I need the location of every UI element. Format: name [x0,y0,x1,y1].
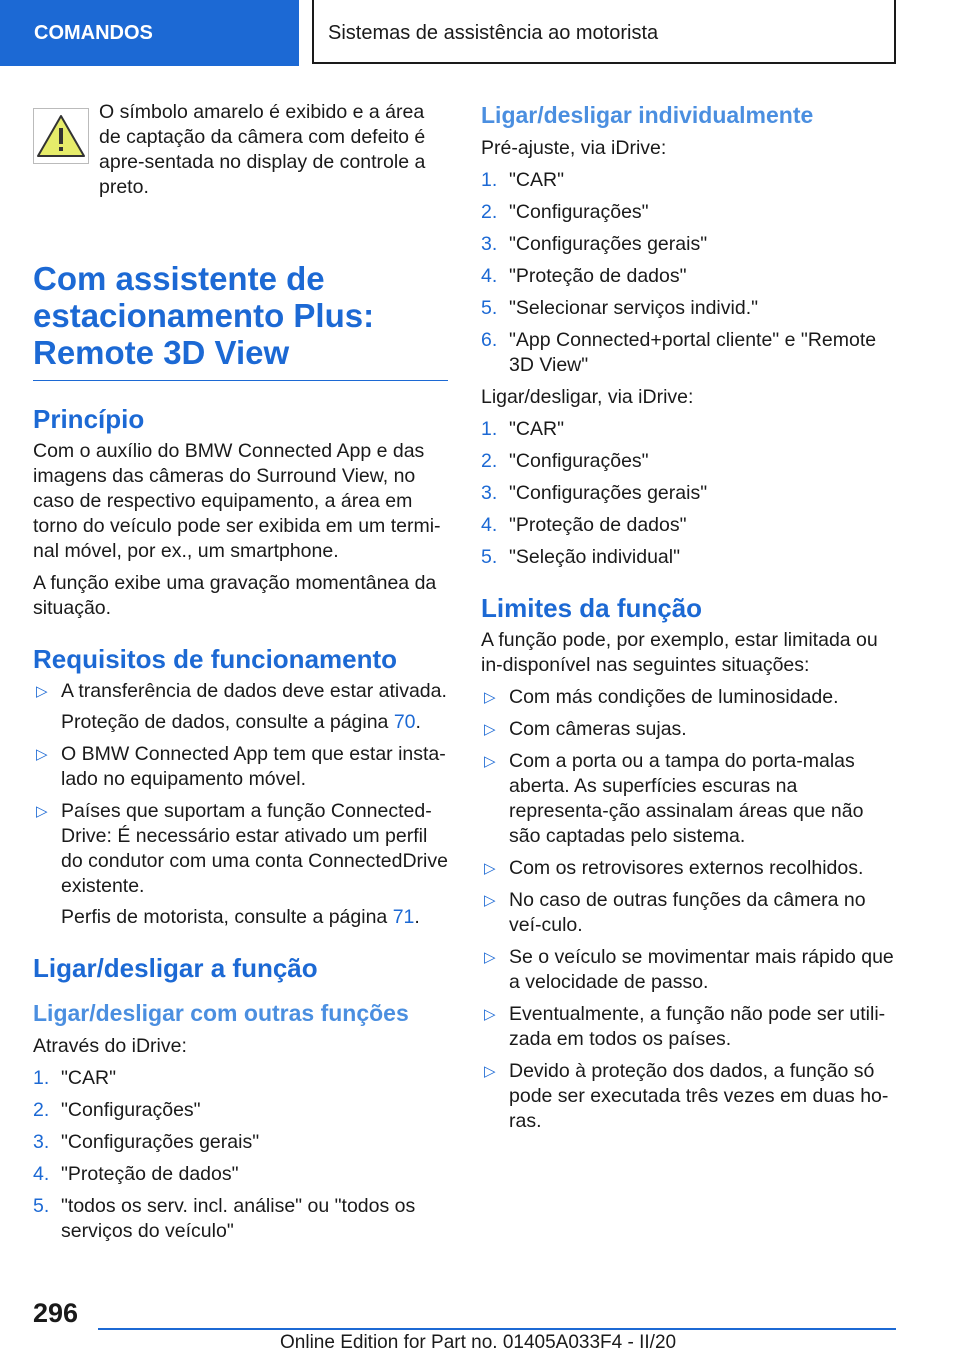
individual-steps-2 [481,417,896,570]
step-text: "Selecionar serviços individ." [509,297,759,319]
triangle-bullet-icon: ▷ [36,803,48,820]
limit-text: Com más condições de luminosidade. [509,686,839,708]
triangle-bullet-icon: ▷ [484,1063,496,1080]
triangle-bullet-icon: ▷ [36,683,48,700]
step-text: "Seleção individual" [509,546,681,568]
cross-reference: Perfis de motorista, consulte a página 71. [61,906,420,928]
triangle-bullet-icon: ▷ [484,689,496,706]
step-number: 2. [481,201,498,223]
principle-paragraph-2: A função exibe uma gravação momentânea da situação. [33,572,437,619]
triangle-bullet-icon: ▷ [484,860,496,877]
list-item [481,545,896,570]
warning-triangle-icon [33,108,89,164]
section-title: Com assistente de estacionamento Plus: Remote 3D View [33,260,448,381]
toggle-steps [33,1066,448,1244]
toggle-subheading: Ligar/desligar com outras funções [33,1000,409,1026]
page-number: 296 [33,1298,79,1328]
page-header [0,0,960,66]
list-item [481,232,896,257]
step-number: 2. [33,1099,50,1121]
requirements-list [33,679,448,930]
triangle-bullet-icon: ▷ [484,892,496,909]
triangle-bullet-icon: ▷ [484,721,496,738]
list-item [481,1059,896,1134]
triangle-bullet-icon: ▷ [484,949,496,966]
limit-text: Devido à proteção dos dados, a função só pode ser executada três vezes em duas ho-ras. [509,1060,889,1132]
step-number: 1. [481,418,498,440]
step-text: "Configurações gerais" [509,233,708,255]
section-tab: COMANDOS [0,0,299,66]
individual-intro-2: Ligar/desligar, via iDrive: [481,386,694,408]
page-link[interactable]: 70 [393,711,416,733]
triangle-bullet-icon: ▷ [36,746,48,763]
step-number: 3. [481,482,498,504]
list-item [481,168,896,193]
requirement-text: Países que suportam a função Connected-Drive: É necessário estar ativado um perfil do condutor com uma conta ConnectedDrive existente. [61,800,448,897]
footer-divider [98,1328,896,1330]
limit-text: Com os retrovisores externos recolhidos. [509,857,864,879]
cross-reference: Proteção de dados, consulte a página 70. [61,711,421,733]
step-text: "CAR" [509,418,565,440]
limits-list [481,685,896,1134]
individual-steps [481,168,896,378]
step-text: "Configurações" [509,450,649,472]
footer-edition: Online Edition for Part no. 01405A033F4 - II/20 [280,1332,677,1353]
step-text: "CAR" [509,169,565,191]
step-text: "Configurações" [61,1099,201,1121]
principle-heading: Princípio [33,404,145,434]
list-item [481,264,896,289]
list-item [33,1066,448,1091]
list-item [33,1194,448,1244]
list-item [481,513,896,538]
list-item [481,856,896,881]
list-item [33,742,448,792]
step-text: "Configurações gerais" [509,482,708,504]
step-text: "App Connected+portal cliente" e "Remote 3D View" [509,329,877,376]
triangle-bullet-icon: ▷ [484,1006,496,1023]
list-item [481,328,896,378]
step-number: 3. [33,1131,50,1153]
step-number: 5. [33,1195,50,1217]
step-number: 5. [481,297,498,319]
step-text: "Proteção de dados" [509,514,687,536]
toggle-intro: Através do iDrive: [33,1035,187,1057]
list-item [481,1002,896,1052]
limit-text: Eventualmente, a função não pode ser utili-zada em todos os países. [509,1003,886,1050]
list-item [33,799,448,930]
list-item [33,679,448,735]
list-item [481,296,896,321]
requirements-heading: Requisitos de funcionamento [33,644,398,674]
step-text: "Configurações" [509,201,649,223]
list-item [33,1130,448,1155]
list-item [481,417,896,442]
step-number: 6. [481,329,498,351]
step-number: 4. [481,265,498,287]
chapter-title: Sistemas de assistência ao motorista [312,0,896,64]
step-text: "todos os serv. incl. análise" ou "todos os serviços do veículo" [61,1195,416,1242]
list-item [481,685,896,710]
step-number: 1. [33,1067,50,1089]
requirement-text: A transferência de dados deve estar ativada. [61,680,447,702]
step-text: "Configurações gerais" [61,1131,260,1153]
triangle-bullet-icon: ▷ [484,753,496,770]
list-item [33,1162,448,1187]
step-text: "Proteção de dados" [509,265,687,287]
left-column [33,100,448,1251]
list-item [33,1098,448,1123]
step-text: "CAR" [61,1067,117,1089]
step-number: 2. [481,450,498,472]
list-item [481,200,896,225]
individual-heading: Ligar/desligar individualmente [481,102,814,128]
step-number: 3. [481,233,498,255]
page-link[interactable]: 71 [392,906,415,928]
step-number: 1. [481,169,498,191]
warning-note [33,100,448,200]
limits-heading: Limites da função [481,593,703,623]
limit-text: No caso de outras funções da câmera no veí-culo. [509,889,866,936]
limit-text: Se o veículo se movimentar mais rápido que a velocidade de passo. [509,946,894,993]
toggle-heading: Ligar/desligar a função [33,953,318,983]
list-item [481,888,896,938]
list-item [481,717,896,742]
principle-paragraph-1: Com o auxílio do BMW Connected App e das imagens das câmeras do Surround View, no caso de respectivo equipamento, a área em torno do veículo pode ser exibida em um termi-nal móvel, por ex., um smartphone. [33,440,441,562]
limit-text: Com a porta ou a tampa do porta-malas aberta. As superfícies escuras na representa-ção assinalam áreas que não são captadas pelo sistema. [509,750,864,847]
individual-intro: Pré-ajuste, via iDrive: [481,137,667,159]
limits-intro: A função pode, por exemplo, estar limitada ou in-disponível nas seguintes situações: [481,629,878,676]
step-number: 4. [33,1163,50,1185]
list-item [481,749,896,849]
limit-text: Com câmeras sujas. [509,718,687,740]
list-item [481,481,896,506]
requirement-text: O BMW Connected App tem que estar insta-lado no equipamento móvel. [61,743,446,790]
warning-text: O símbolo amarelo é exibido e a área de captação da câmera com defeito é apre-sentada no display de controle a preto. [99,101,426,198]
right-column [481,100,896,1141]
list-item [481,945,896,995]
step-text: "Proteção de dados" [61,1163,239,1185]
step-number: 5. [481,546,498,568]
step-number: 4. [481,514,498,536]
list-item [481,449,896,474]
